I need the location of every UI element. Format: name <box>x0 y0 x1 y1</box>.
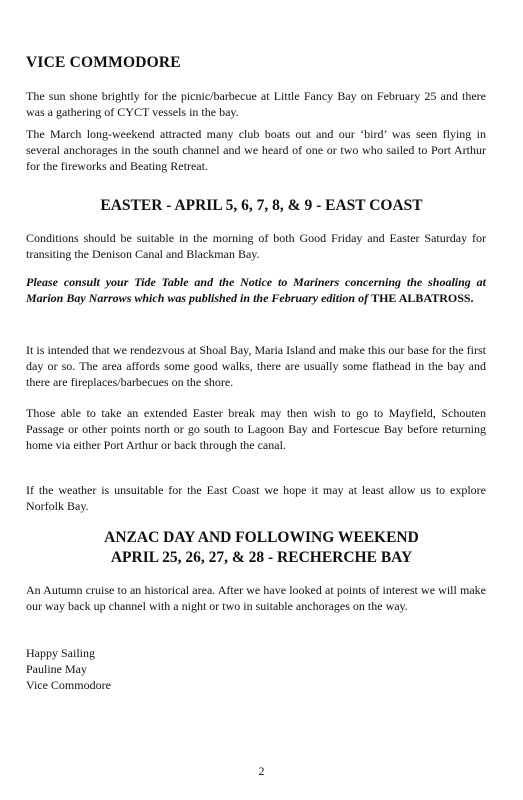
signoff-greeting: Happy Sailing <box>26 646 95 660</box>
heading-anzac-line1: ANZAC DAY AND FOLLOWING WEEKEND <box>104 529 419 546</box>
page-number: 2 <box>258 764 265 778</box>
tide-notice-text: Please consult your Tide Table and the Notice to Mariners concerning the shoaling at Marion Bay Narrows which was published in the February edition of <box>26 275 486 305</box>
paragraph-tide-notice <box>26 274 486 306</box>
signoff-role: Vice Commodore <box>26 678 111 692</box>
paragraph-picnic: The sun shone brightly for the picnic/barbecue at Little Fancy Bay on February 25 and there was a gathering of CYCT vessels in the bay. <box>26 89 486 119</box>
heading-anzac-line2: APRIL 25, 26, 27, & 28 - RECHERCHE BAY <box>110 549 413 566</box>
heading-easter: EASTER - APRIL 5, 6, 7, 8, & 9 - EAST COAST <box>100 197 423 214</box>
paragraph-weather: If the weather is unsuitable for the East Coast we hope it may at least allow us to explore Norfolk Bay. <box>26 483 486 513</box>
section-title: VICE COMMODORE <box>26 54 181 71</box>
paragraph-conditions: Conditions should be suitable in the morning of both Good Friday and Easter Saturday for transiting the Denison Canal and Blackman Bay. <box>26 231 486 261</box>
paragraph-extended-break: Those able to take an extended Easter break may then wish to go to Mayfield, Schouten Passage or other points north or go south to Lagoon Bay and Fortescue Bay before returning home via either Port Arthur or back through the canal. <box>26 406 486 452</box>
paragraph-march-weekend: The March long-weekend attracted many club boats out and our ‘bird’ was seen flying in several anchorages in the south channel and we heard of one or two who sailed to Port Arthur for the fireworks and Beating Retreat. <box>26 127 486 173</box>
signoff <box>26 645 111 693</box>
paragraph-autumn-cruise: An Autumn cruise to an historical area. After we have looked at points of interest we will make our way back up channel with a night or two in suitable anchorages on the way. <box>26 583 486 613</box>
albatross-title: THE ALBATROSS. <box>371 291 474 305</box>
signoff-name: Pauline May <box>26 662 87 676</box>
paragraph-rendezvous: It is intended that we rendezvous at Shoal Bay, Maria Island and make this our base for the first day or so. The area affords some good walks, there are usually some flathead in the bay and there are fireplaces/barbecues on the shore. <box>26 343 486 389</box>
